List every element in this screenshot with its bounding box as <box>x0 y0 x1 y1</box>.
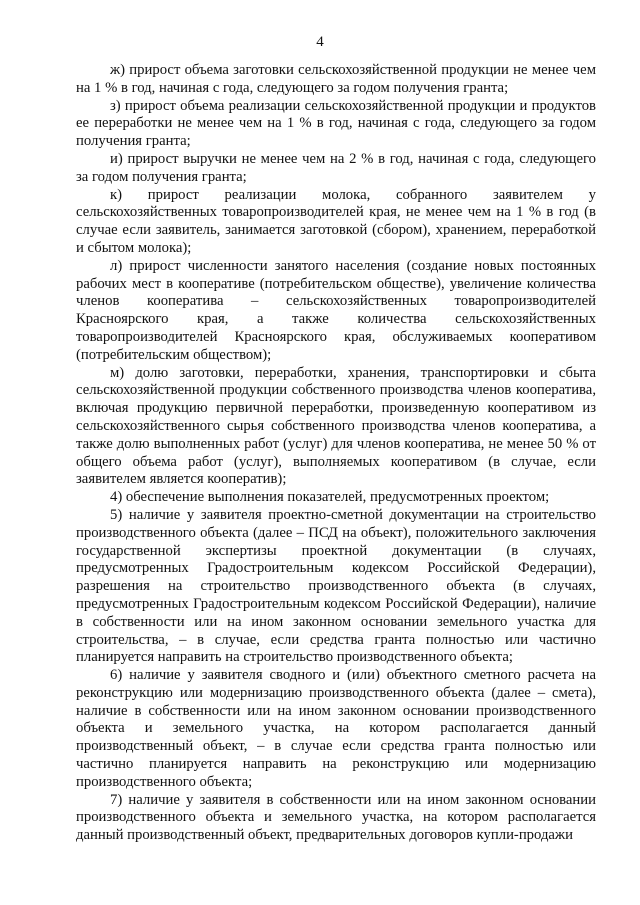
paragraph-k: к) прирост реализации молока, собранного заявителем у сельскохозяйственных товаропроизводителей края, не менее чем на 1 % в год (в случае если заявитель, занимается заготовкой (сбором), хранением, переработкой и сбытом молока); <box>76 186 596 256</box>
paragraph-item-5: 5) наличие у заявителя проектно-сметной документации на строительство производственного объекта (далее – ПСД на объект), положительного заключения государственной экспертизы проектной документации (в случаях, предусмотренных Градостроительным кодексом Российской Федерации), разрешения на строительство производственного объекта (в случаях, предусмотренных Градостроительным кодексом Российской Федерации), наличие в собственности или на ином законном основании земельного участка для строительства, – в случае, если средства гранта полностью или частично планируется направить на строительство производственного объекта; <box>76 506 596 666</box>
page-number: 4 <box>316 34 324 50</box>
document-body <box>76 62 596 845</box>
paragraph-z: з) прирост объема реализации сельскохозяйственной продукции и продуктов ее переработки не менее чем на 1 % в год, начиная с года, следующего за годом получения гранта; <box>76 97 596 150</box>
paragraph-item-6: 6) наличие у заявителя сводного и (или) объектного сметного расчета на реконструкцию или модернизацию производственного объекта (далее – смета), наличие в собственности или на ином законном основании производственного объекта и земельного участка, на котором располагается данный производственный объект, – в случае если средства гранта полностью или частично планируется направить на реконструкцию или модернизацию производственного объекта; <box>76 667 596 790</box>
paragraph-l: л) прирост численности занятого населения (создание новых постоянных рабочих мест в кооперативе (потребительском обществе), увеличение количества членов кооператива – сельскохозяйственных товаропроизводителей Красноярского края, а также количества сельскохозяйственных товаропроизводителей Красноярского края, обслуживаемых кооперативом (потребительским обществом); <box>76 257 596 363</box>
paragraph-zh: ж) прирост объема заготовки сельскохозяйственной продукции не менее чем на 1 % в год, начиная с года, следующего за годом получения гранта; <box>76 62 596 96</box>
paragraph-m: м) долю заготовки, переработки, хранения, транспортировки и сбыта сельскохозяйственной продукции собственного производства членов кооператива, включая продукцию первичной переработки, произведенную кооперативом из сельскохозяйственного сырья собственного производства членов кооператива, а также долю выполненных работ (услуг) для членов кооператива, не менее 50 % от общего объема работ (услуг), выполняемых кооперативом (в случае, если заявителем является кооператив); <box>76 364 596 488</box>
paragraph-item-7: 7) наличие у заявителя в собственности или на ином законном основании производственного объекта и земельного участка, на котором располагается данный производственный объект, предварительных договоров купли-продажи <box>76 791 596 844</box>
paragraph-i: и) прирост выручки не менее чем на 2 % в год, начиная с года, следующего за годом получения гранта; <box>76 150 596 185</box>
paragraph-item-4: 4) обеспечение выполнения показателей, предусмотренных проектом; <box>110 489 550 506</box>
